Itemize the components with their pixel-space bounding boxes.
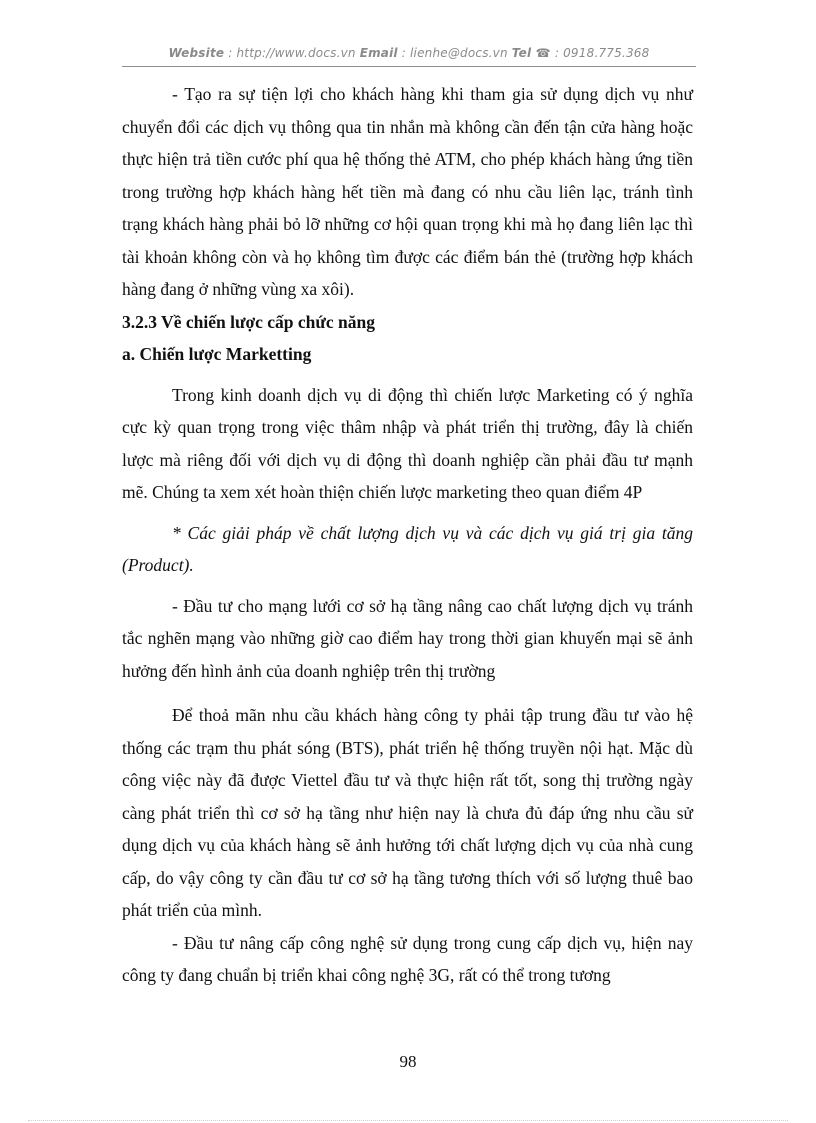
phone-icon: ☎ <box>535 46 551 60</box>
section-heading: 3.2.3 Về chiến lược cấp chức năng <box>122 311 376 332</box>
page-header <box>122 46 696 60</box>
website-label: Website <box>168 46 225 60</box>
paragraph-technology: - Đầu tư nâng cấp công nghệ sử dụng trong cung cấp dịch vụ, hiện nay công ty đang chuẩn bị triển khai công nghệ 3G, rất có thể trong tương <box>122 932 693 985</box>
footer-rule <box>28 1120 788 1121</box>
website-value: : http://www.docs.vn <box>224 46 360 60</box>
tel-value: : 0918.775.368 <box>550 46 650 60</box>
paragraph-infrastructure: - Đầu tư cho mạng lưới cơ sở hạ tầng nâng cao chất lượng dịch vụ tránh tắc nghẽn mạng vào những giờ cao điểm hay trong thời gian khuyến mại sẽ ảnh hưởng đến hình ảnh của doanh nghiệp trên thị trường <box>122 595 693 681</box>
subsection-heading: a. Chiến lược Marketting <box>122 344 312 364</box>
paragraph-convenience: - Tạo ra sự tiện lợi cho khách hàng khi tham gia sử dụng dịch vụ như chuyển đổi các dịch vụ thông qua tin nhắn mà không cần đến tận cửa hàng hoặc thực hiện trả tiền cước phí qua hệ thống thẻ ATM, cho phép khách hàng ứng tiền trong trường hợp khách hàng hết tiền mà đang có nhu cầu liên lạc, tránh tình trạng khách hàng phải bỏ lỡ những cơ hội quan trọng khi mà họ đang liên lạc thì tài khoản không còn và họ không tìm được các điểm bán thẻ (trường hợp khách hàng đang ở những vùng xa xôi). <box>122 84 693 299</box>
page-number: 98 <box>399 1052 417 1071</box>
tel-label: Tel <box>511 46 536 60</box>
email-value: : lienhe@docs.vn <box>397 46 512 60</box>
paragraph-marketing-intro: Trong kinh doanh dịch vụ di động thì chiến lược Marketing có ý nghĩa cực kỳ quan trọng trong việc thâm nhập và phát triển thị trường, đây là chiến lược mà riêng đối với dịch vụ di động thì doanh nghiệp cần phải đầu tư mạnh mẽ. Chúng ta xem xét hoàn thiện chiến lược marketing theo quan điểm 4P <box>122 384 693 502</box>
paragraph-bts: Để thoả mãn nhu cầu khách hàng công ty phải tập trung đầu tư vào hệ thống các trạm thu phát sóng (BTS), phát triển hệ thống truyền nội hạt. Mặc dù công việc này đã được Viettel đầu tư và thực hiện rất tốt, song thị trường ngày càng phát triển thì cơ sở hạ tầng như hiện nay là chưa đủ đáp ứng nhu cầu sử dụng dịch vụ của khách hàng sẽ ảnh hưởng tới chất lượng dịch vụ của nhà cung cấp, do vậy công ty cần đầu tư cơ sở hạ tầng tương thích với số lượng thuê bao phát triển của mình. <box>122 705 693 920</box>
email-label: Email <box>359 46 398 60</box>
document-body <box>122 78 693 992</box>
paragraph-product-solutions: * Các giải pháp về chất lượng dịch vụ và các dịch vụ giá trị gia tăng (Product). <box>122 522 693 575</box>
header-rule <box>122 66 696 67</box>
